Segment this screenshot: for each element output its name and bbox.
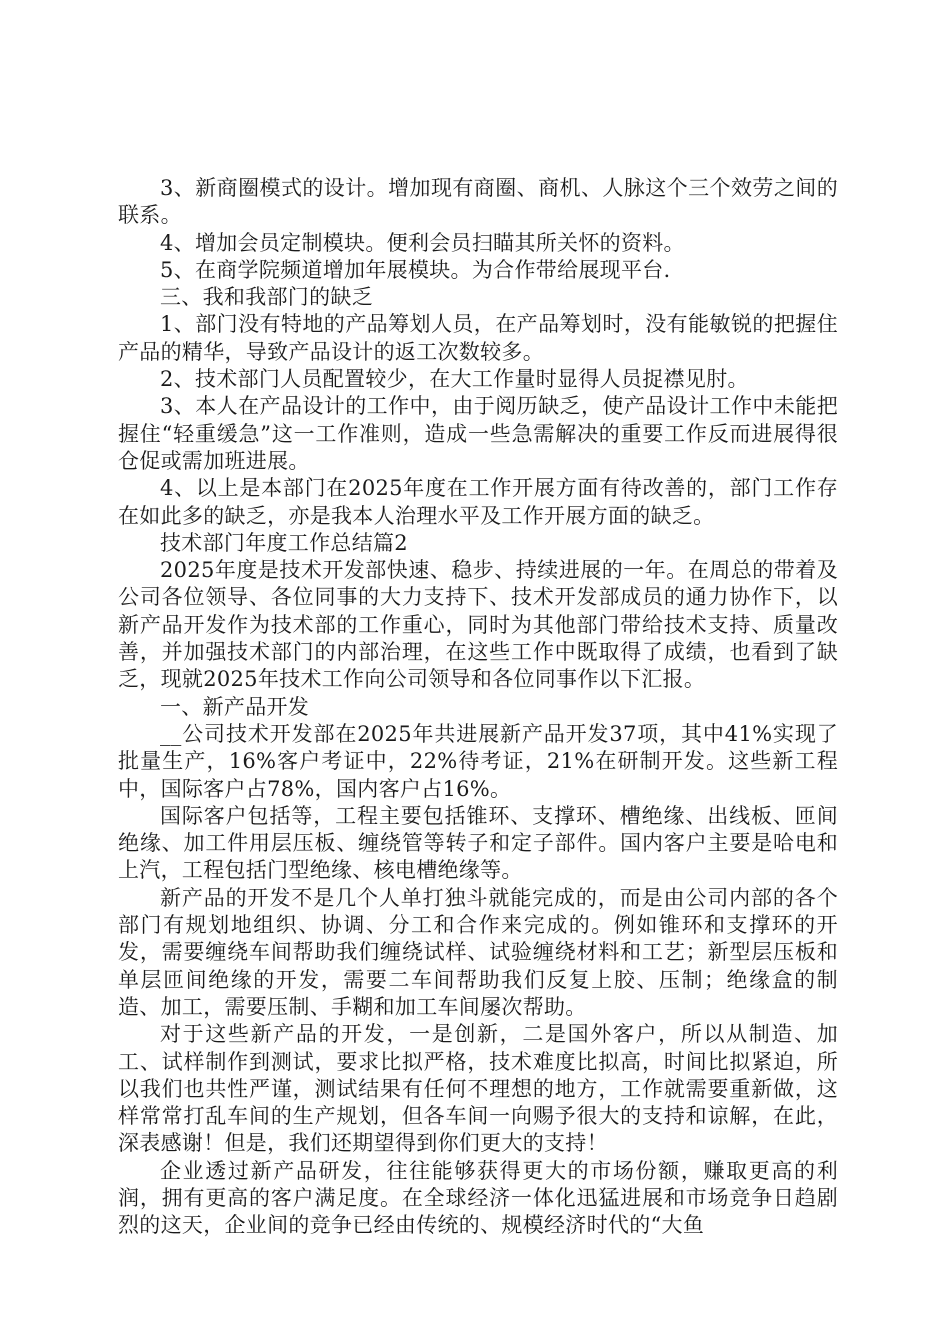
paragraph: 企业透过新产品研发，往往能够获得更大的市场份额，赚取更高的利润，拥有更高的客户满足度。在全球经济一体化迅猛进展和市场竞争日趋剧烈的这天，企业间的竞争已经由传统的、规模经济时代的“大鱼 bbox=[118, 1158, 838, 1238]
article-title: 技术部门年度工作总结篇2 bbox=[160, 530, 408, 555]
document-body bbox=[118, 175, 838, 1240]
section-heading: 一、新产品开发 bbox=[160, 694, 310, 719]
paragraph: 新产品的开发不是几个人单打独斗就能完成的，而是由公司内部的各个部门有规划地组织、协调、分工和合作来完成的。例如锥环和支撑环的开发，需要缠绕车间帮助我们缠绕试样、试验缠绕材料和工艺；新型层压板和单层匝间绝缘的开发，需要二车间帮助我们反复上胶、压制；绝缘盒的制造、加工，需要压制、手糊和加工车间屡次帮助。 bbox=[118, 885, 838, 1019]
paragraph: 4、增加会员定制模块。便利会员扫瞄其所关怀的资料。 bbox=[160, 230, 685, 255]
section-heading: 三、我和我部门的缺乏 bbox=[160, 285, 373, 310]
paragraph: 国际客户包括等，工程主要包括锥环、支撑环、槽绝缘、出线板、匝间绝缘、加工件用层压板、缠绕管等转子和定子部件。国内客户主要是哈电和上汽，工程包括门型绝缘、核电槽绝缘等。 bbox=[118, 803, 838, 883]
paragraph: 2、技术部门人员配置较少，在大工作量时显得人员捉襟见肘。 bbox=[160, 367, 749, 392]
paragraph: 5、在商学院频道增加年展模块。为合作带给展现平台. bbox=[160, 257, 671, 282]
paragraph: 1、部门没有特地的产品筹划人员，在产品筹划时，没有能敏锐的把握住产品的精华，导致产品设计的返工次数较多。 bbox=[118, 312, 838, 364]
paragraph: 4、以上是本部门在2025年度在工作开展方面有待改善的，部门工作存在如此多的缺乏，亦是我本人治理水平及工作开展方面的缺乏。 bbox=[118, 476, 838, 528]
paragraph: 3、本人在产品设计的工作中，由于阅历缺乏，使产品设计工作中未能把握住“轻重缓急”这一工作准则，造成一些急需解决的重要工作反而进展得很仓促或需加班进展。 bbox=[118, 394, 838, 473]
paragraph: 对于这些新产品的开发，一是创新，二是国外客户，所以从制造、加工、试样制作到测试，要求比拟严格，技术难度比拟高，时间比拟紧迫，所以我们也共性严谨，测试结果有任何不理想的地方，工作就需要重新做，这样常常打乱车间的生产规划，但各车间一向赐予很大的支持和谅解，在此，深表感谢！但是，我们还期望得到你们更大的支持！ bbox=[118, 1022, 838, 1156]
paragraph: __公司技术开发部在2025年共进展新产品开发37项，其中41%实现了批量生产，16%客户考证中，22%待考证，21%在研制开发。这些新工程中，国际客户占78%，国内客户占16%。 bbox=[118, 721, 838, 801]
paragraph: 2025年度是技术开发部快速、稳步、持续进展的一年。在周总的带着及公司各位领导、各位同事的大力支持下、技术开发部成员的通力协作下，以新产品开发作为技术部的工作重心，同时为其他部门带给技术支持、质量改善，并加强技术部门的内部治理，在这些工作中既取得了成绩，也看到了缺乏，现就2025年技术工作向公司领导和各位同事作以下汇报。 bbox=[118, 558, 838, 692]
paragraph: 3、新商圈模式的设计。增加现有商圈、商机、人脉这个三个效劳之间的联系。 bbox=[118, 176, 838, 228]
